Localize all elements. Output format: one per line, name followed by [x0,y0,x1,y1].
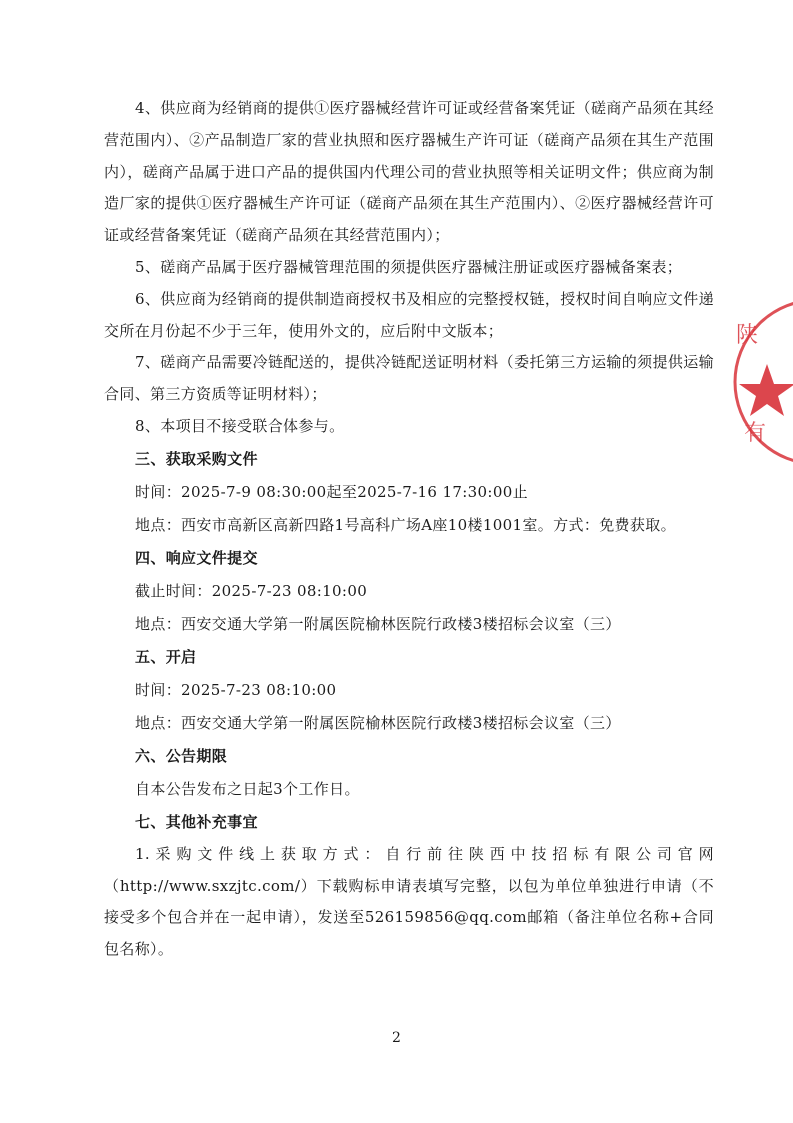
requirement-6: 6、供应商为经销商的提供制造商授权书及相应的完整授权链，授权时间自响应文件递交所在月份起不少于三年，使用外文的，应后附中文版本； [104,289,714,340]
section-heading-opening: 五、开启 [135,647,197,666]
submission-deadline: 截止时间：2025-7-23 08:10:00 [135,581,368,600]
company-seal [722,292,793,472]
obtain-place: 地点：西安市高新区高新四路1号高科广场A座10楼1001室。方式：免费获取。 [135,515,676,534]
seal-char-bottom: 有 [744,421,767,446]
opening-place: 地点：西安交通大学第一附属医院榆林医院行政楼3楼招标会议室（三） [135,713,621,732]
requirement-5: 5、磋商产品属于医疗器械管理范围的须提供医疗器械注册证或医疗器械备案表； [135,257,683,276]
opening-time: 时间：2025-7-23 08:10:00 [135,680,337,699]
seal-char-top: 陕 [736,323,759,348]
submission-place: 地点：西安交通大学第一附属医院榆林医院行政楼3楼招标会议室（三） [135,614,621,633]
document-body [104,93,714,966]
section-heading-notice-period: 六、公告期限 [135,746,228,765]
requirement-4: 4、供应商为经销商的提供①医疗器械经营许可证或经营备案凭证（磋商产品须在其经营范围内）、②产品制造厂家的营业执照和医疗器械生产许可证（磋商产品须在其生产范围内），磋商产品属于进口产品的提供国内代理公司的营业执照等相关证明文件；供应商为制造厂家的提供①医疗器械生产许可证（磋商产品须在其生产范围内）、②医疗器械经营许可证或经营备案凭证（磋商产品须在其经营范围内）； [104,99,714,245]
section-heading-submission: 四、响应文件提交 [135,548,258,567]
obtain-time: 时间：2025-7-9 08:30:00起至2025-7-16 17:30:00止 [135,482,528,501]
notice-period-text: 自本公告发布之日起3个工作日。 [135,779,360,798]
requirement-8: 8、本项目不接受联合体参与。 [135,416,345,435]
star-icon [739,364,793,416]
section-heading-obtain-documents: 三、获取采购文件 [135,449,258,468]
requirement-7: 7、磋商产品需要冷链配送的，提供冷链配送证明材料（委托第三方运输的须提供运输合同、第三方资质等证明材料）； [104,353,714,404]
section-heading-other-matters: 七、其他补充事宜 [135,812,258,831]
page-number: 2 [392,1030,401,1046]
other-matters-item-1: 1.采购文件线上获取方式：自行前往陕西中技招标有限公司官网（http://www.sxzjtc.com/）下载购标申请表填写完整，以包为单位单独进行申请（不接受多个包合并在一起申请），发送至526159856@qq.com邮箱（备注单位名称+合同包名称）。 [104,844,714,959]
